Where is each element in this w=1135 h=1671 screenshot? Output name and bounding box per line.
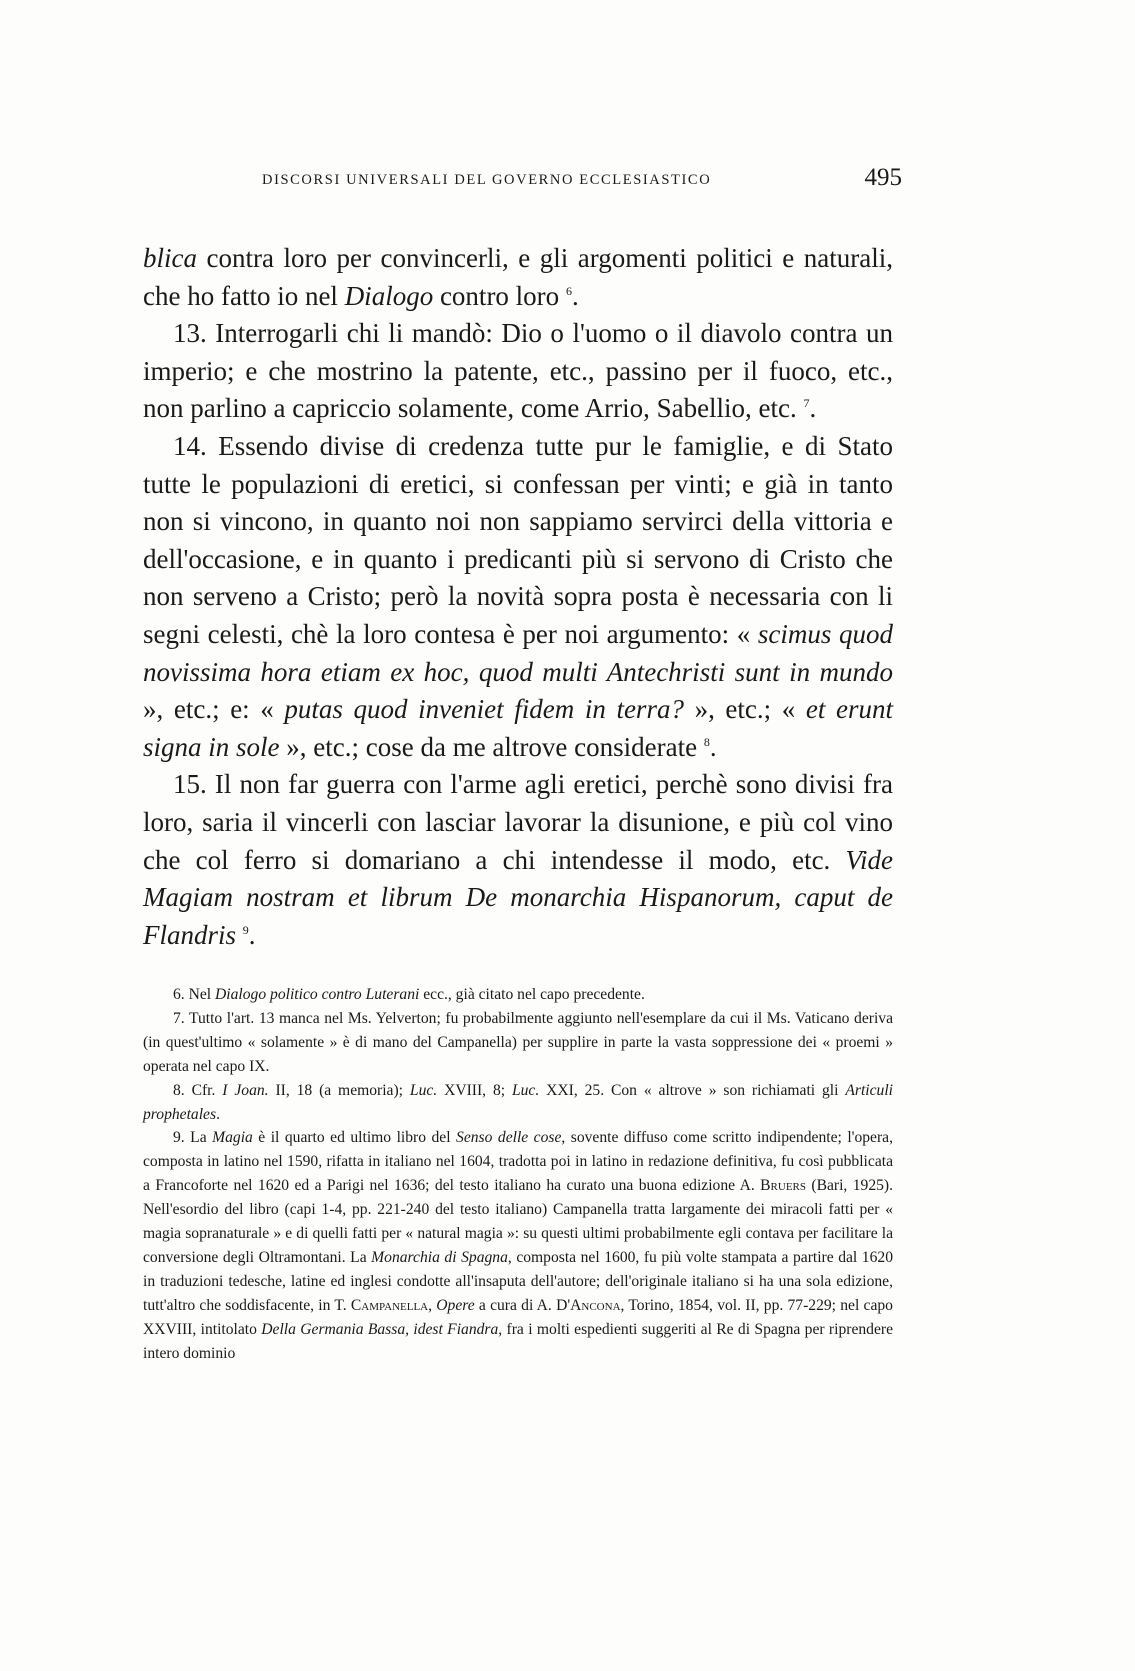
footnote-6: 6. Nel Dialogo politico contro Luterani ecc., già citato nel capo precedente. [173, 986, 645, 1003]
footnote-ref[interactable]: 9 [242, 922, 249, 937]
paragraph-12-continuation: blica contra loro per convincerli, e gli argomenti politici e naturali, che ho fatto io nel Dialogo contro loro $^6$. [143, 243, 893, 311]
footnotes [143, 983, 893, 1366]
footnote-ref[interactable]: 6 [565, 283, 572, 298]
page-header [262, 164, 902, 210]
footnote-8: 8. Cfr. I Joan. II, 18 (a memoria); Luc. XVIII, 8; Luc. XXI, 25. Con « altrove » son richiamati gli Articuli prophetales. [143, 1081, 893, 1123]
page-number: 495 [864, 164, 902, 191]
footnote-ref[interactable]: 7 [803, 396, 810, 411]
footnote-9: 9. La Magia è il quarto ed ultimo libro del Senso delle cose, sovente diffuso come scritto indipendente; l'opera, composta in latino nel 1590, rifatta in italiano nel 1604, tradotta poi in latino in redazione definitiva, fu così pubblicata a Francoforte nel 1620 ed a Parigi nel 1636; del testo italiano ha curato una buona edizione A. Bruers (Bari, 1925). Nell'esordio del libro (capi 1-4, pp. 221-240 del testo italiano) Campanella tratta largamente dei miracoli fatti per « magia sopranaturale » e di quelli fatti per « natural magia »: su questi ultimi probabilmente egli contava per facilitare la conversione degli Oltramontani. La Monarchia di Spagna, composta nel 1600, fu più volte stampata a partire dal 1620 in traduzioni tedesche, latine ed inglesi condotte all'insaputa dell'autore; dell'originale italiano si ha una sola edizione, tutt'altro che soddisfacente, in T. Campanella, Opere a cura di A. D'Ancona, Torino, 1854, vol. II, pp. 77-229; nel capo XXVIII, intitolato Della Germania Bassa, idest Fiandra, fra i molti espedienti suggeriti al Re di Spagna per riprendere intero dominio [143, 1129, 894, 1362]
running-head: DISCORSI UNIVERSALI DEL GOVERNO ECCLESIASTICO [262, 172, 712, 188]
footnote-7: 7. Tutto l'art. 13 manca nel Ms. Yelverton; fu probabilmente aggiunto nell'esemplare da cui il Ms. Vaticano deriva (in quest'ultimo « solamente » è di mano del Campanella) per supplire in parte la vasta soppressione dei « proemi » operata nel capo IX. [143, 1009, 893, 1075]
footnote-ref[interactable]: 8 [703, 734, 710, 749]
paragraph-13: 13. Interrogarli chi li mandò: Dio o l'uomo o il diavolo contra un imperio; e che mostrino la patente, etc., passino per il fuoco, etc., non parlino a capriccio solamente, come Arrio, Sabellio, etc. $^7$. [143, 318, 893, 424]
main-text [143, 240, 893, 954]
paragraph-14: 14. Essendo divise di credenza tutte pur le famiglie, e di Stato tutte le populazioni di eretici, si confessan per vinti; e già in tanto non si vincono, in quanto noi non sappiamo servirci della vittoria e dell'occasione, e in quanto i predicanti più si servono di Cristo che non serveno a Cristo; però la novità sopra posta è necessaria con li segni celesti, chè la loro contesa è per noi argumento: « scimus quod novissima hora etiam ex hoc, quod multi Antechristi sunt in mundo », etc.; e: « putas quod inveniet fidem in terra? », etc.; « et erunt signa in sole », etc.; cose da me altrove considerate $^8$. [143, 430, 893, 762]
paragraph-15: 15. Il non far guerra con l'arme agli eretici, perchè sono divisi fra loro, saria il vincerli con lasciar lavorar la disunione, e più col vino che col ferro si domariano a chi intendesse il modo, etc. Vide Magiam nostram et librum De monarchia Hispanorum, caput de Flandris $^9$. [143, 769, 893, 950]
